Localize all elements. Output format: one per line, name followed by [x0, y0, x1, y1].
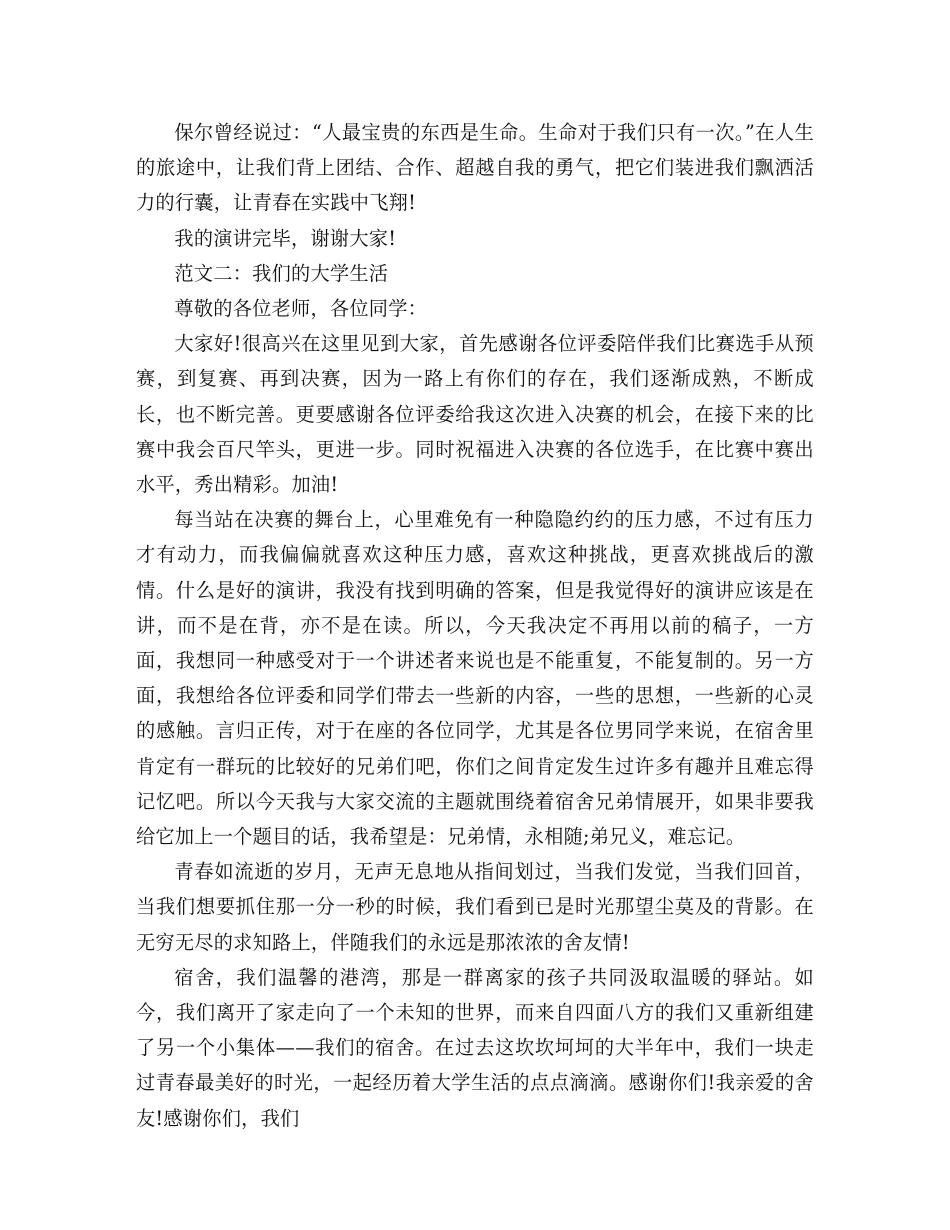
document-body	[136, 115, 814, 1136]
paragraph-closing-quote: 保尔曾经说过：“人最宝贵的东西是生命。生命对于我们只有一次。”在人生的旅途中，让我们背上团结、合作、超越自我的勇气，把它们装进我们飘洒活力的行囊，让青春在实践中飞翔!	[136, 121, 814, 215]
paragraph-salutation: 尊敬的各位老师，各位同学：	[174, 297, 428, 321]
paragraph-greeting: 大家好!很高兴在这里见到大家，首先感谢各位评委陪伴我们比赛选手从预赛，到复赛、再到决赛，因为一路上有你们的存在，我们逐渐成熟，不断成长，也不断完善。更要感谢各位评委给我这次进入决赛的机会，在接下来的比赛中我会百尺竿头，更进一步。同时祝福进入决赛的各位选手，在比赛中赛出水平，秀出精彩。加油!	[136, 332, 814, 497]
paragraph-speech-end: 我的演讲完毕，谢谢大家!	[174, 226, 397, 250]
paragraph-youth: 青春如流逝的岁月，无声无息地从指间划过，当我们发觉，当我们回首，当我们想要抓住那一分一秒的时候，我们看到已是时光那望尘莫及的背影。在无穷无尽的求知路上，伴随我们的永远是那浓浓的舍友情!	[136, 860, 814, 954]
paragraph-dormitory: 宿舍，我们温馨的港湾，那是一群离家的孩子共同汲取温暖的驿站。如今，我们离开了家走向了一个未知的世界，而来自四面八方的我们又重新组建了另一个小集体——我们的宿舍。在过去这坎坎坷坷的大半年中，我们一块走过青春最美好的时光，一起经历着大学生活的点点滴滴。感谢你们!我亲爱的舍友!感谢你们，我们	[136, 965, 814, 1130]
paragraph-section-title: 范文二：我们的大学生活	[174, 261, 389, 285]
paragraph-pressure: 每当站在决赛的舞台上，心里难免有一种隐隐约约的压力感，不过有压力才有动力，而我偏偏就喜欢这种压力感，喜欢这种挑战，更喜欢挑战后的激情。什么是好的演讲，我没有找到明确的答案，但是我觉得好的演讲应该是在讲，而不是在背，亦不是在读。所以，今天我决定不再用以前的稿子，一方面，我想同一种感受对于一个讲述者来说也是不能重复，不能复制的。另一方面，我想给各位评委和同学们带去一些新的内容，一些的思想，一些新的心灵的感触。言归正传，对于在座的各位同学，尤其是各位男同学来说，在宿舍里肯定有一群玩的比较好的兄弟们吧，你们之间肯定发生过许多有趣并且难忘得记忆吧。所以今天我与大家交流的主题就围绕着宿舍兄弟情展开，如果非要我给它加上一个题目的话，我希望是：兄弟情，永相随;弟兄义，难忘记。	[136, 508, 814, 849]
